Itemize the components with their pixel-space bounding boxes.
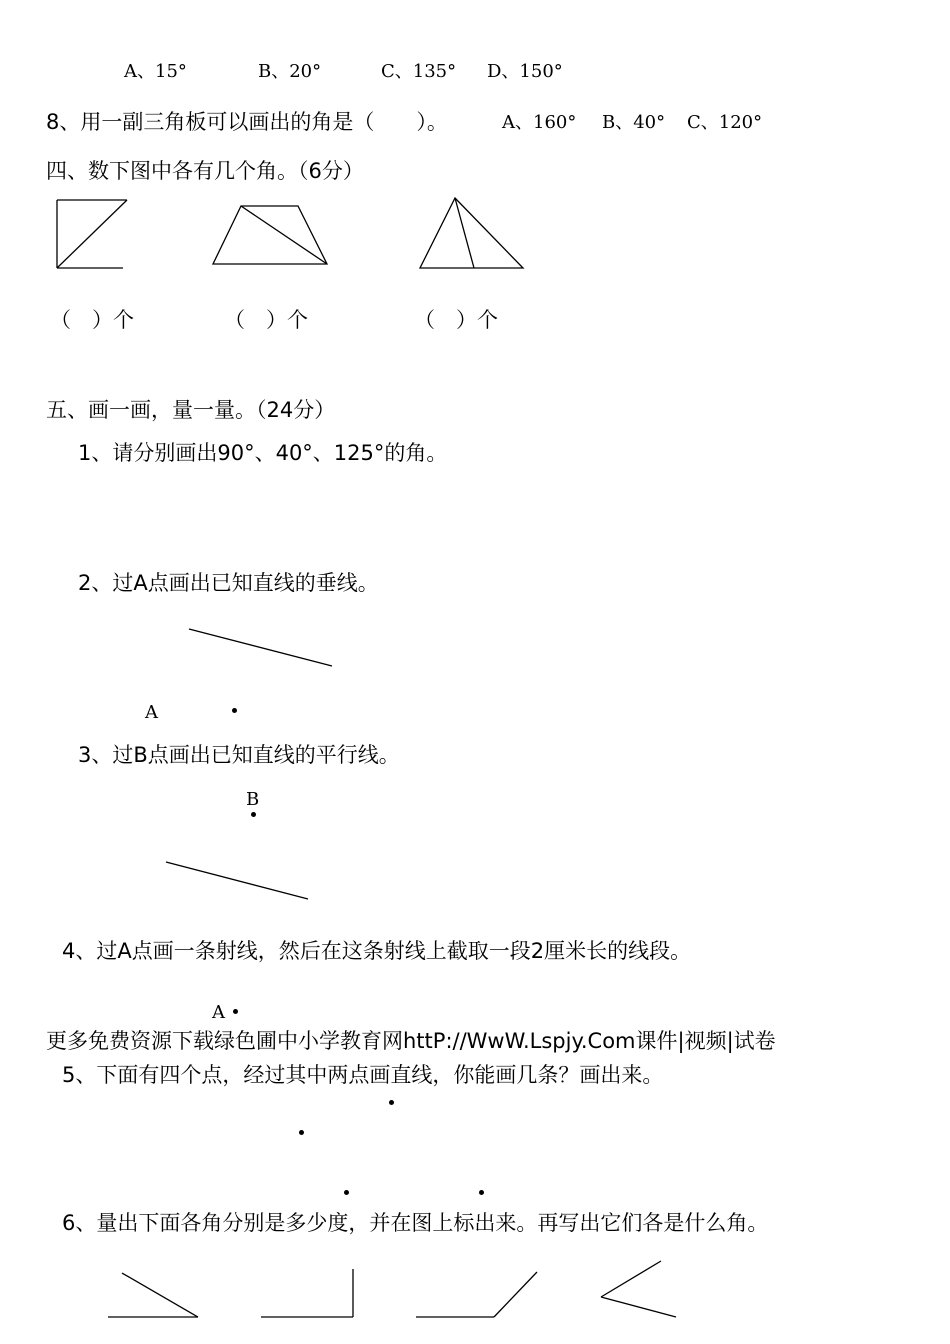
measure-angle-1 <box>108 1273 198 1317</box>
q5-5-text: 5、下面有四个点，经过其中两点画直线，你能画几条？画出来。 <box>62 1063 664 1087</box>
measure-angle-2 <box>261 1269 353 1317</box>
answer-blank-3: （ ）个 <box>414 308 498 332</box>
q5-4-text: 4、过A点画一条射线，然后在这条射线上截取一段2厘米长的线段。 <box>62 939 692 963</box>
footer-ad: 更多免费资源下载绿色圃中小学教育网httP://WwW.Lspjy.Com课件|视频|试卷 <box>46 1029 776 1053</box>
q7-option-b: B、20° <box>258 61 322 82</box>
q8-option-b: B、40° <box>602 112 666 133</box>
given-line-q2 <box>189 629 332 666</box>
q8-text: 8、用一副三角板可以画出的角是（ ）。 <box>46 110 448 134</box>
q5-6-text: 6、量出下面各角分别是多少度，并在图上标出来。再写出它们各是什么角。 <box>62 1211 769 1235</box>
answer-blank-2: （ ）个 <box>224 308 308 332</box>
q8-option-c: C、120° <box>687 112 763 133</box>
measure-angle-4 <box>601 1261 676 1317</box>
q8-option-a: A、160° <box>502 112 577 133</box>
given-line-q3 <box>166 862 308 899</box>
angle-figure-2 <box>213 206 327 264</box>
section5-title: 五、画一画，量一量。（24分） <box>46 398 336 422</box>
q5-2-text: 2、过A点画出已知直线的垂线。 <box>78 571 379 595</box>
angle-figure-1 <box>57 200 127 268</box>
answer-blank-1: （ ）个 <box>50 308 134 332</box>
q7-option-d: D、150° <box>487 61 563 82</box>
q7-option-a: A、15° <box>124 61 187 82</box>
section4-title: 四、数下图中各有几个角。（6分） <box>46 159 364 183</box>
q7-option-c: C、135° <box>381 61 457 82</box>
point-a-label: A <box>145 702 158 723</box>
q5-1-text: 1、请分别画出90°、40°、125°的角。 <box>78 441 448 465</box>
measure-angle-3 <box>416 1272 537 1317</box>
point-a-label-2: A <box>212 1002 225 1023</box>
q5-3-text: 3、过B点画出已知直线的平行线。 <box>78 743 400 767</box>
angle-figure-3 <box>420 198 523 268</box>
point-b-label: B <box>246 789 260 810</box>
